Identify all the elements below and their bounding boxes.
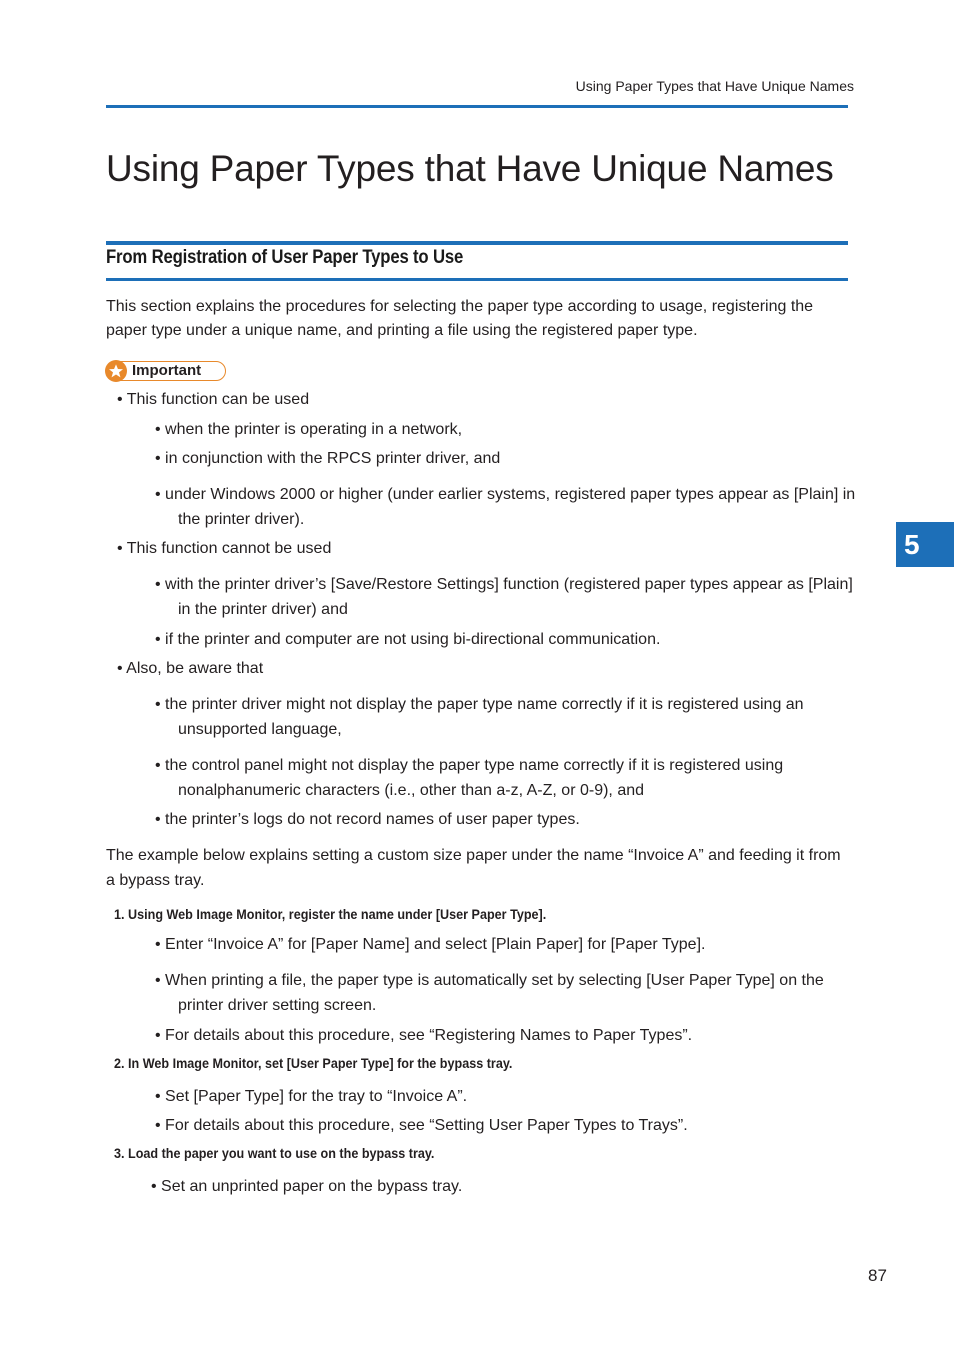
bullet-item: • Also, be aware that (117, 660, 264, 677)
star-icon (105, 360, 127, 382)
section-rule-top (106, 241, 848, 245)
step-bullet-item: • Set an unprinted paper on the bypass tray. (151, 1178, 463, 1195)
sub-bullet-item: • under Windows 2000 or higher (under earlier systems, registered paper types appear as [Plain] in the printer driver). (155, 486, 856, 528)
step-bullet-item: • For details about this procedure, see “Setting User Paper Types to Trays”. (155, 1117, 688, 1134)
sub-bullet-item: • the printer driver might not display the paper type name correctly if it is registered using an unsupported language, (155, 696, 804, 738)
step-title: 2. In Web Image Monitor, set [User Paper Type] for the bypass tray. (114, 1055, 513, 1071)
step-bullet-item: • For details about this procedure, see “Registering Names to Paper Types”. (155, 1027, 693, 1044)
chapter-tab: 5 (896, 522, 954, 567)
important-label: Important (132, 362, 202, 379)
example-paragraph-line: a bypass tray. (106, 872, 205, 889)
running-header: Using Paper Types that Have Unique Names (575, 78, 854, 94)
important-badge (106, 361, 226, 381)
sub-bullet-item: • the printer’s logs do not record names of user paper types. (155, 811, 580, 828)
sub-bullet-item: • in conjunction with the RPCS printer driver, and (155, 450, 501, 467)
intro-paragraph-line: paper type under a unique name, and printing a file using the registered paper type. (106, 322, 698, 339)
page-number: 87 (868, 1266, 887, 1285)
step-title: 3. Load the paper you want to use on the bypass tray. (114, 1145, 435, 1161)
example-paragraph-line: The example below explains setting a custom size paper under the name “Invoice A” and feeding it from (106, 847, 841, 864)
bullet-item: • This function cannot be used (117, 540, 332, 557)
step-bullet-item: • When printing a file, the paper type is automatically set by selecting [User Paper Type] on the printer driver setting screen. (155, 972, 824, 1014)
bullet-item: • This function can be used (117, 391, 310, 408)
sub-bullet-item: • the control panel might not display the paper type name correctly if it is registered using nonalphanumeric characters (i.e., other than a-z, A-Z, or 0-9), and (155, 757, 784, 799)
section-rule-bottom (106, 278, 848, 281)
sub-bullet-item: • when the printer is operating in a network, (155, 421, 463, 438)
page-title: Using Paper Types that Have Unique Names (106, 148, 834, 189)
step-bullet-item: • Set [Paper Type] for the tray to “Invoice A”. (155, 1088, 468, 1105)
intro-paragraph-line: This section explains the procedures for selecting the paper type according to usage, registering the (106, 298, 814, 315)
section-title: From Registration of User Paper Types to Use (106, 247, 464, 268)
sub-bullet-item: • if the printer and computer are not using bi-directional communication. (155, 631, 661, 648)
step-bullet-item: • Enter “Invoice A” for [Paper Name] and select [Plain Paper] for [Paper Type]. (155, 936, 706, 953)
step-title: 1. Using Web Image Monitor, register the name under [User Paper Type]. (114, 906, 547, 922)
header-rule (106, 105, 848, 108)
sub-bullet-item: • with the printer driver’s [Save/Restore Settings] function (registered paper types appear as [Plain] in the printer driver) and (155, 576, 853, 618)
